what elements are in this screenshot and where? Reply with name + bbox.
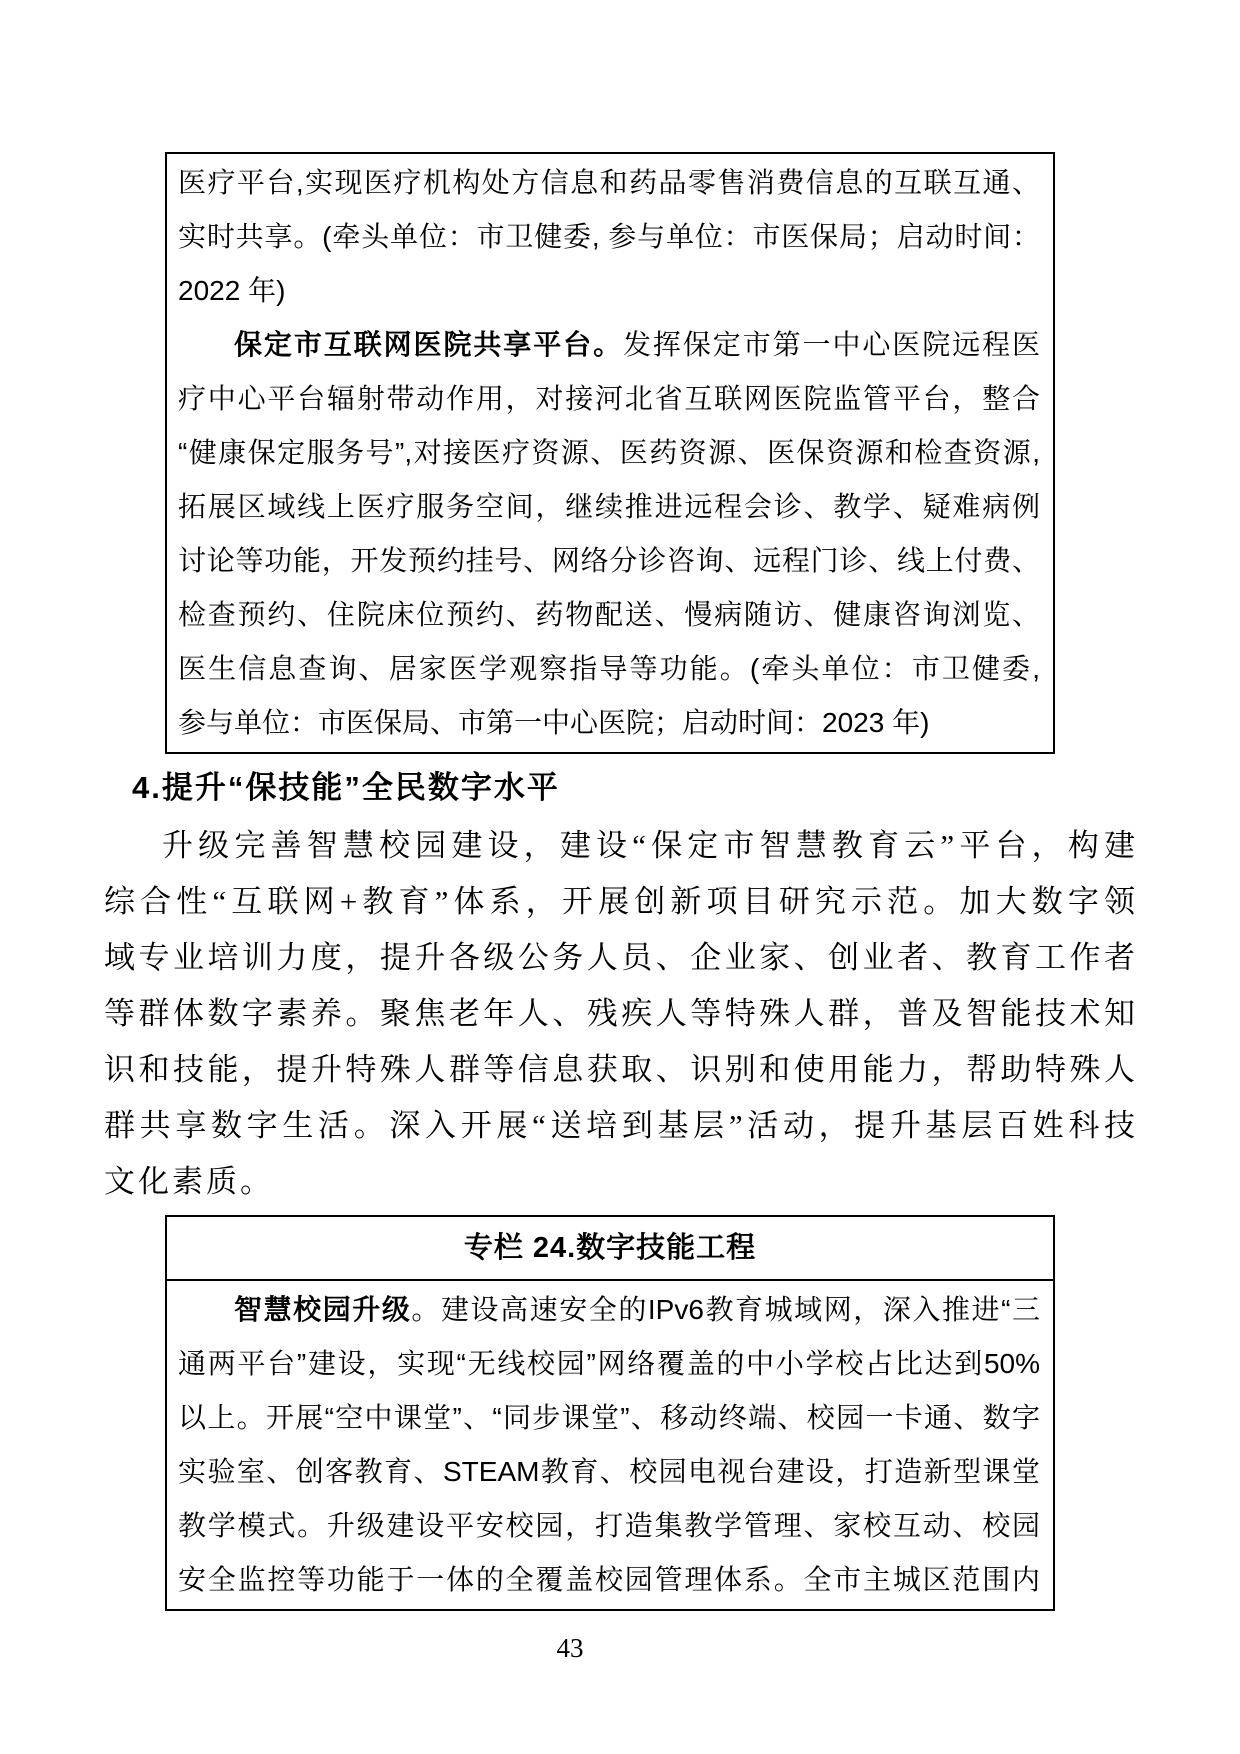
box-line: 讨论等功能，开发预约挂号、网络分诊咨询、远程门诊、线上付费、 [178, 545, 1040, 576]
paragraph-line: 域专业培训力度，提升各级公务人员、企业家、创业者、教育工作者 [104, 940, 1138, 975]
box-body [167, 1281, 1053, 1609]
paragraph-line: 升级完善智慧校园建设，建设“保定市智慧教育云”平台，构建 [162, 828, 1138, 863]
paragraph-line: 等群体数字素养。聚焦老年人、残疾人等特殊人群，普及智能技术知 [104, 996, 1138, 1031]
box-line: 通两平台”建设，实现“无线校园”网络覆盖的中小学校占比达到50% [178, 1348, 1040, 1379]
paragraph-line: 综合性“互联网+教育”体系，开展创新项目研究示范。加大数字领 [104, 884, 1138, 919]
box-line: 检查预约、住院床位预约、药物配送、慢病随访、健康咨询浏览、 [178, 599, 1040, 630]
page-number: 43 [556, 1633, 584, 1663]
box-line: 安全监控等功能于一体的全覆盖校园管理体系。全市主城区范围内 [178, 1564, 1040, 1595]
box-line: 参与单位：市医保局、市第一中心医院；启动时间：2023 年) [178, 707, 930, 738]
bold-lead: 保定市互联网医院共享平台。 [234, 329, 623, 360]
box-line: 智慧校园升级。建设高速安全的IPv6教育城域网，深入推进“三 [234, 1294, 1040, 1325]
paragraph-line: 群共享数字生活。深入开展“送培到基层”活动，提升基层百姓科技 [104, 1108, 1138, 1143]
box-line: 教学模式。升级建设平安校园，打造集教学管理、家校互动、校园 [178, 1510, 1040, 1541]
bold-lead: 智慧校园升级 [234, 1294, 412, 1325]
box-line: 拓展区域线上医疗服务空间，继续推进远程会诊、教学、疑难病例 [178, 491, 1040, 522]
box-line: 以上。开展“空中课堂”、“同步课堂”、移动终端、校园一卡通、数字 [178, 1402, 1040, 1433]
box-line: “健康保定服务号”,对接医疗资源、医药资源、医保资源和检查资源, [178, 437, 1040, 468]
box-line: 医生信息查询、居家医学观察指导等功能。(牵头单位：市卫健委, [178, 653, 1040, 684]
paragraph-line: 文化素质。 [104, 1164, 274, 1199]
paragraph-line: 识和技能，提升特殊人群等信息获取、识别和使用能力，帮助特殊人 [104, 1052, 1138, 1087]
box-line: 保定市互联网医院共享平台。发挥保定市第一中心医院远程医 [234, 329, 1040, 360]
box-line: 2022 年) [178, 275, 286, 306]
box-line: 实时共享。(牵头单位：市卫健委, 参与单位：市医保局；启动时间： [178, 221, 1040, 252]
box-title: 专栏 24.数字技能工程 [167, 1217, 1053, 1281]
column-box-medical-platform [165, 152, 1055, 754]
section-heading: 4.提升“保技能”全民数字水平 [132, 770, 560, 805]
box-line: 疗中心平台辐射带动作用，对接河北省互联网医院监管平台，整合 [178, 383, 1040, 414]
box-line: 实验室、创客教育、STEAM教育、校园电视台建设，打造新型课堂 [178, 1456, 1040, 1487]
column-box-24-digital-skills [165, 1215, 1055, 1611]
body-paragraph [104, 818, 1138, 1210]
box-line: 医疗平台,实现医疗机构处方信息和药品零售消费信息的互联互通、 [178, 167, 1040, 198]
